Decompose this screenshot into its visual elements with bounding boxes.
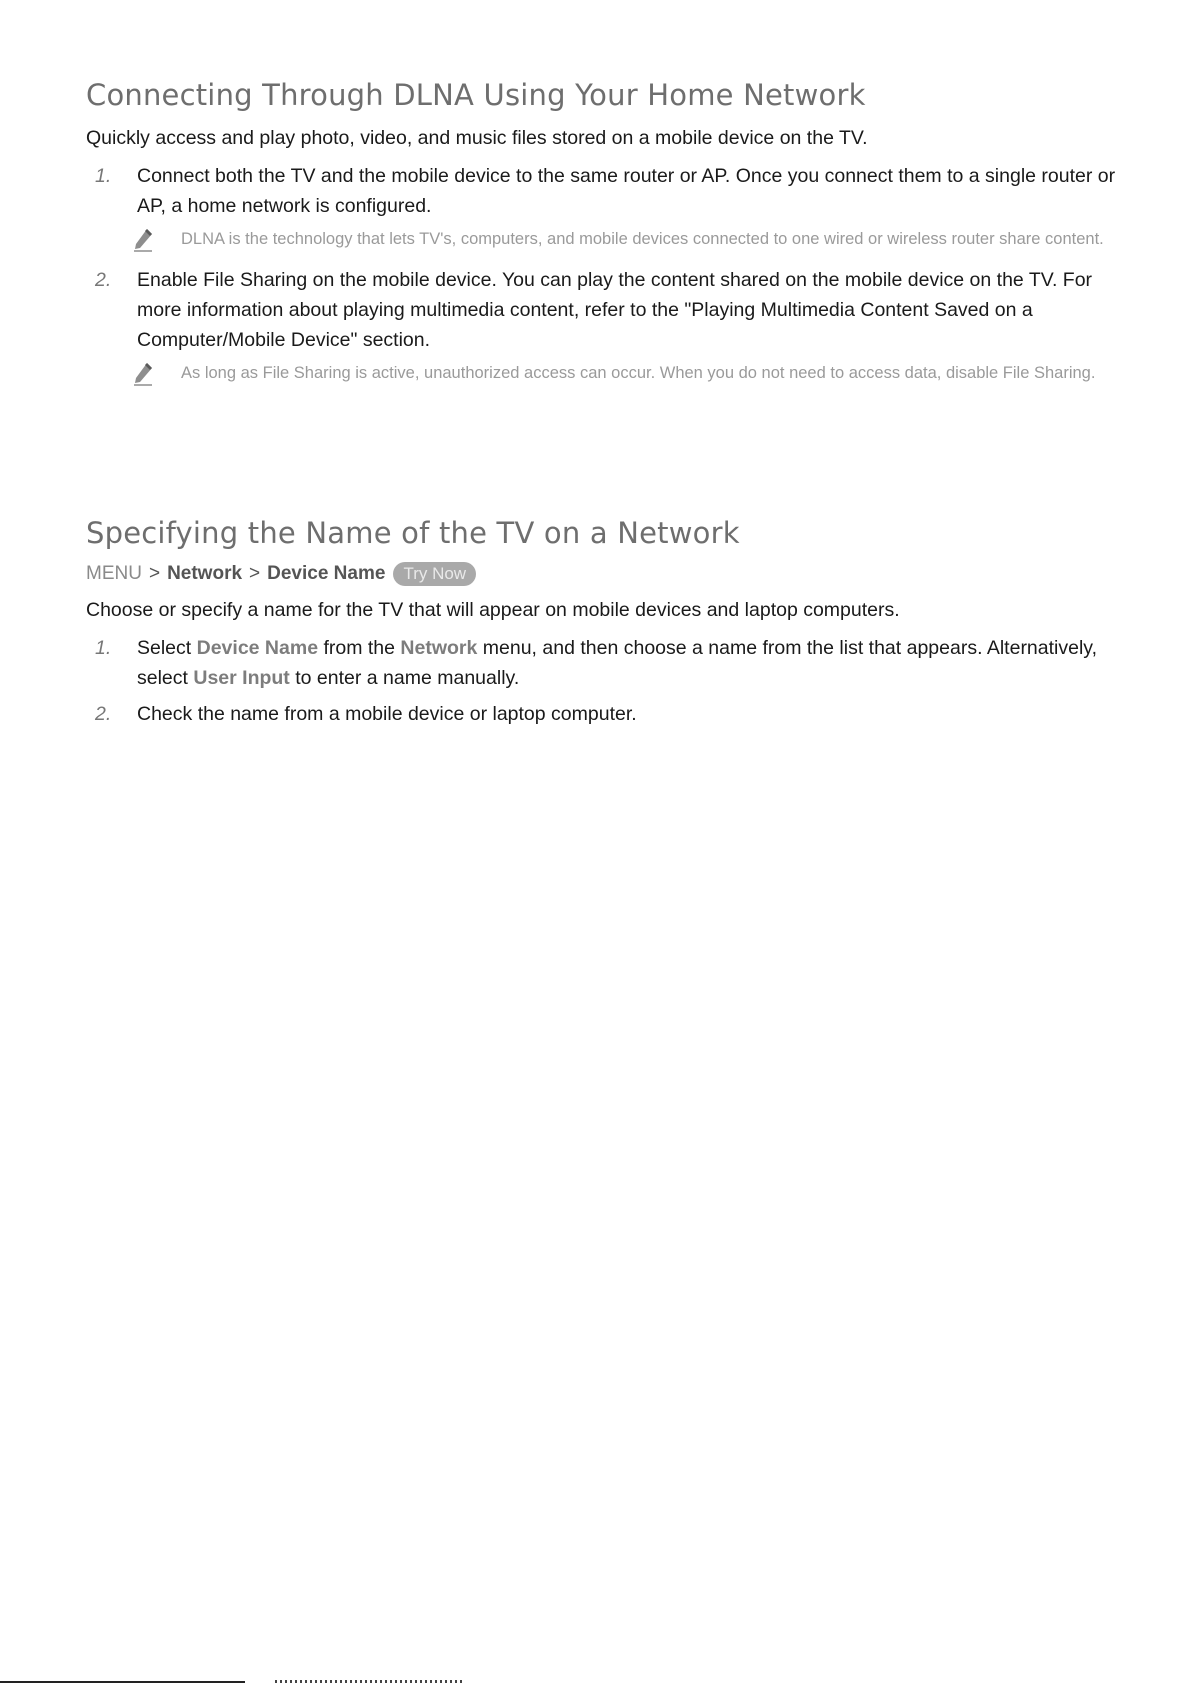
note-text: As long as File Sharing is active, unauthorized access can occur. When you do not need to access data, disable File Sharing. [181,363,1096,382]
keyword-device-name: Device Name [196,636,319,659]
section-intro-tv-name: Choose or specify a name for the TV that will appear on mobile devices and laptop computers. [86,598,900,621]
step-text-menu: menu, and then choose a name from the list that appears. Alternatively, select [137,636,1098,689]
note-item [86,361,1126,385]
step-item [86,265,1126,355]
step-item [86,161,1126,221]
keyword-network: Network [400,636,478,659]
step-text-from: from the [323,636,395,659]
menu-path-separator: > [148,562,161,584]
section-dlna [86,78,1126,399]
pencil-icon [132,227,154,253]
step-number: 1. [95,164,112,187]
step-text: Enable File Sharing on the mobile device. You can play the content shared on the mobile device on the TV. For more information about playing multimedia content, refer to the "Playing Multimedia Content Saved on a Computer/Mobile Device" section. [137,268,1093,351]
menu-path-device-name: Device Name [267,562,386,584]
keyword-user-input: User Input [193,666,290,689]
menu-path-separator: > [249,562,261,584]
step-number: 1. [95,636,112,659]
pencil-icon [132,361,154,387]
step-item [86,699,1126,729]
section-title-tv-name: Specifying the Name of the TV on a Network [86,516,740,550]
step-text: Connect both the TV and the mobile device to the same router or AP. Once you connect them to a single router or AP, a home network is configured. [137,164,1116,217]
step-number: 2. [95,268,112,291]
menu-path-menu: MENU [86,562,142,584]
step-item [86,633,1126,693]
menu-path-network: Network [167,562,243,584]
section-title-dlna: Connecting Through DLNA Using Your Home Network [86,78,866,112]
try-now-button[interactable]: Try Now [393,562,476,586]
section-intro-dlna: Quickly access and play photo, video, and music files stored on a mobile device on the TV. [86,126,868,149]
step-text: Check the name from a mobile device or laptop computer. [137,702,637,725]
note-text: DLNA is the technology that lets TV's, computers, and mobile devices connected to one wired or wireless router share content. [181,229,1104,248]
note-item [86,227,1126,251]
menu-path [86,559,1126,589]
section-tv-name [86,516,1126,735]
step-text-end: to enter a name manually. [295,666,520,689]
step-text-select: Select [137,636,192,659]
step-number: 2. [95,702,112,725]
